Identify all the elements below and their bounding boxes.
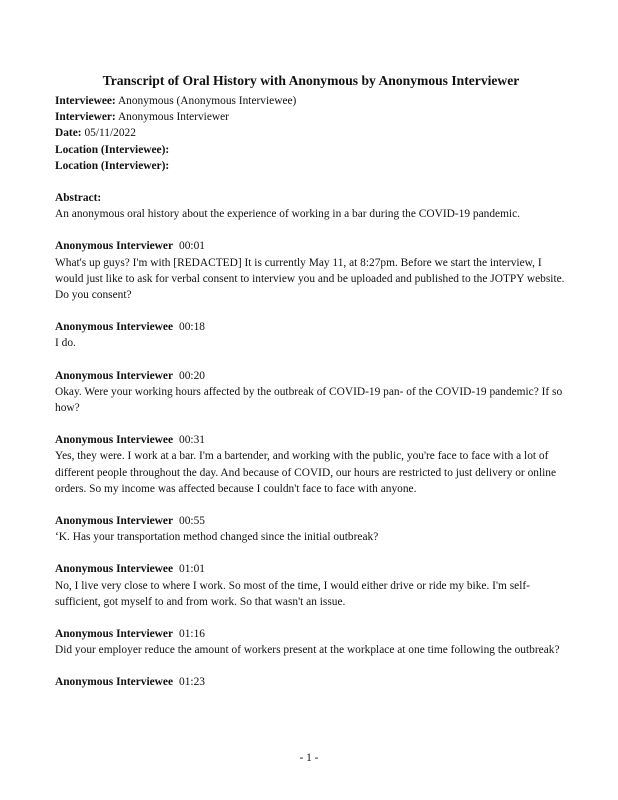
utterance-text: I do.: [55, 337, 76, 350]
meta-date: [55, 125, 567, 141]
speaker-name: Anonymous Interviewer: [55, 628, 174, 641]
meta-label: Location (Interviewer):: [55, 159, 170, 172]
speaker-name: Anonymous Interviewee: [55, 434, 174, 447]
transcript-turn: [55, 561, 567, 610]
utterance-text: Did your employer reduce the amount of workers present at the workplace at one time following the outbreak?: [55, 644, 560, 657]
document-title: Transcript of Oral History with Anonymous by Anonymous Interviewer: [102, 73, 520, 88]
transcript-turn: [55, 319, 567, 351]
speaker-line: [55, 626, 567, 642]
timestamp: 00:01: [179, 240, 205, 253]
abstract-label: Abstract:: [55, 192, 102, 205]
transcript-turn: [55, 513, 567, 545]
speaker-name: Anonymous Interviewee: [55, 321, 174, 334]
meta-value: Anonymous (Anonymous Interviewee): [117, 95, 297, 107]
utterance-text: Okay. Were your working hours affected by the outbreak of COVID-19 pan- of the COVID-19 pandemic? If so how?: [55, 385, 563, 415]
speaker-name: Anonymous Interviewee: [55, 563, 174, 576]
meta-label: Interviewee:: [55, 95, 116, 107]
metadata-block: [55, 93, 567, 174]
timestamp: 00:55: [179, 515, 205, 528]
speaker-line: [55, 238, 567, 254]
speaker-line: [55, 432, 567, 448]
timestamp: 01:16: [179, 628, 205, 641]
timestamp: 00:20: [179, 369, 205, 382]
meta-label: Location (Interviewee):: [55, 143, 170, 156]
speaker-line: [55, 513, 567, 529]
speaker-name: Anonymous Interviewer: [55, 515, 174, 528]
utterance-text: What's up guys? I'm with [REDACTED] It is currently May 11, at 8:27pm. Before we start the interview, I would just like to ask for verbal consent to interview you and be uploaded and published to the JOTPY website. Do you consent?: [55, 256, 565, 302]
speaker-name: Anonymous Interviewer: [55, 240, 174, 253]
page-number: - 1 -: [299, 752, 319, 764]
transcript-turn: [55, 368, 567, 417]
timestamp: 00:31: [179, 434, 205, 447]
speaker-line: [55, 368, 567, 384]
speaker-name: Anonymous Interviewee: [55, 676, 174, 689]
page-content: [55, 72, 567, 707]
meta-location-interviewer: [55, 158, 567, 174]
meta-location-interviewee: [55, 142, 567, 158]
transcript-turn: [55, 238, 567, 303]
timestamp: 01:01: [179, 563, 205, 576]
meta-interviewer: [55, 109, 567, 125]
transcript-turn: [55, 432, 567, 497]
timestamp: 01:23: [179, 676, 205, 689]
speaker-line: [55, 561, 567, 577]
abstract-text: An anonymous oral history about the experience of working in a bar during the COVID-19 pandemic.: [55, 208, 520, 221]
speaker-line: [55, 674, 567, 690]
utterance-text: Yes, they were. I work at a bar. I'm a bartender, and working with the public, you're face to face with a lot of different people throughout the day. And because of COVID, our hours are restricted to just delivery or online orders. So my income was affected because I couldn't face to face with anyone.: [55, 450, 557, 495]
meta-value: 05/11/2022: [84, 127, 136, 140]
meta-interviewee: [55, 93, 567, 109]
timestamp: 00:18: [179, 321, 205, 334]
meta-value: Anonymous Interviewer: [117, 111, 229, 124]
section-spacer: [55, 174, 567, 190]
transcript-turn: [55, 626, 567, 658]
meta-label: Interviewer:: [55, 111, 116, 124]
utterance-text: ‘K. Has your transportation method changed since the initial outbreak?: [55, 531, 379, 544]
speaker-name: Anonymous Interviewer: [55, 369, 174, 382]
transcript-turn: [55, 674, 567, 690]
abstract-section: [55, 190, 567, 222]
meta-label: Date:: [55, 127, 82, 140]
utterance-text: No, I live very close to where I work. So most of the time, I would either drive or ride my bike. I'm self-sufficient, got myself to and from work. So that wasn't an issue.: [55, 579, 530, 608]
speaker-line: [55, 319, 567, 335]
